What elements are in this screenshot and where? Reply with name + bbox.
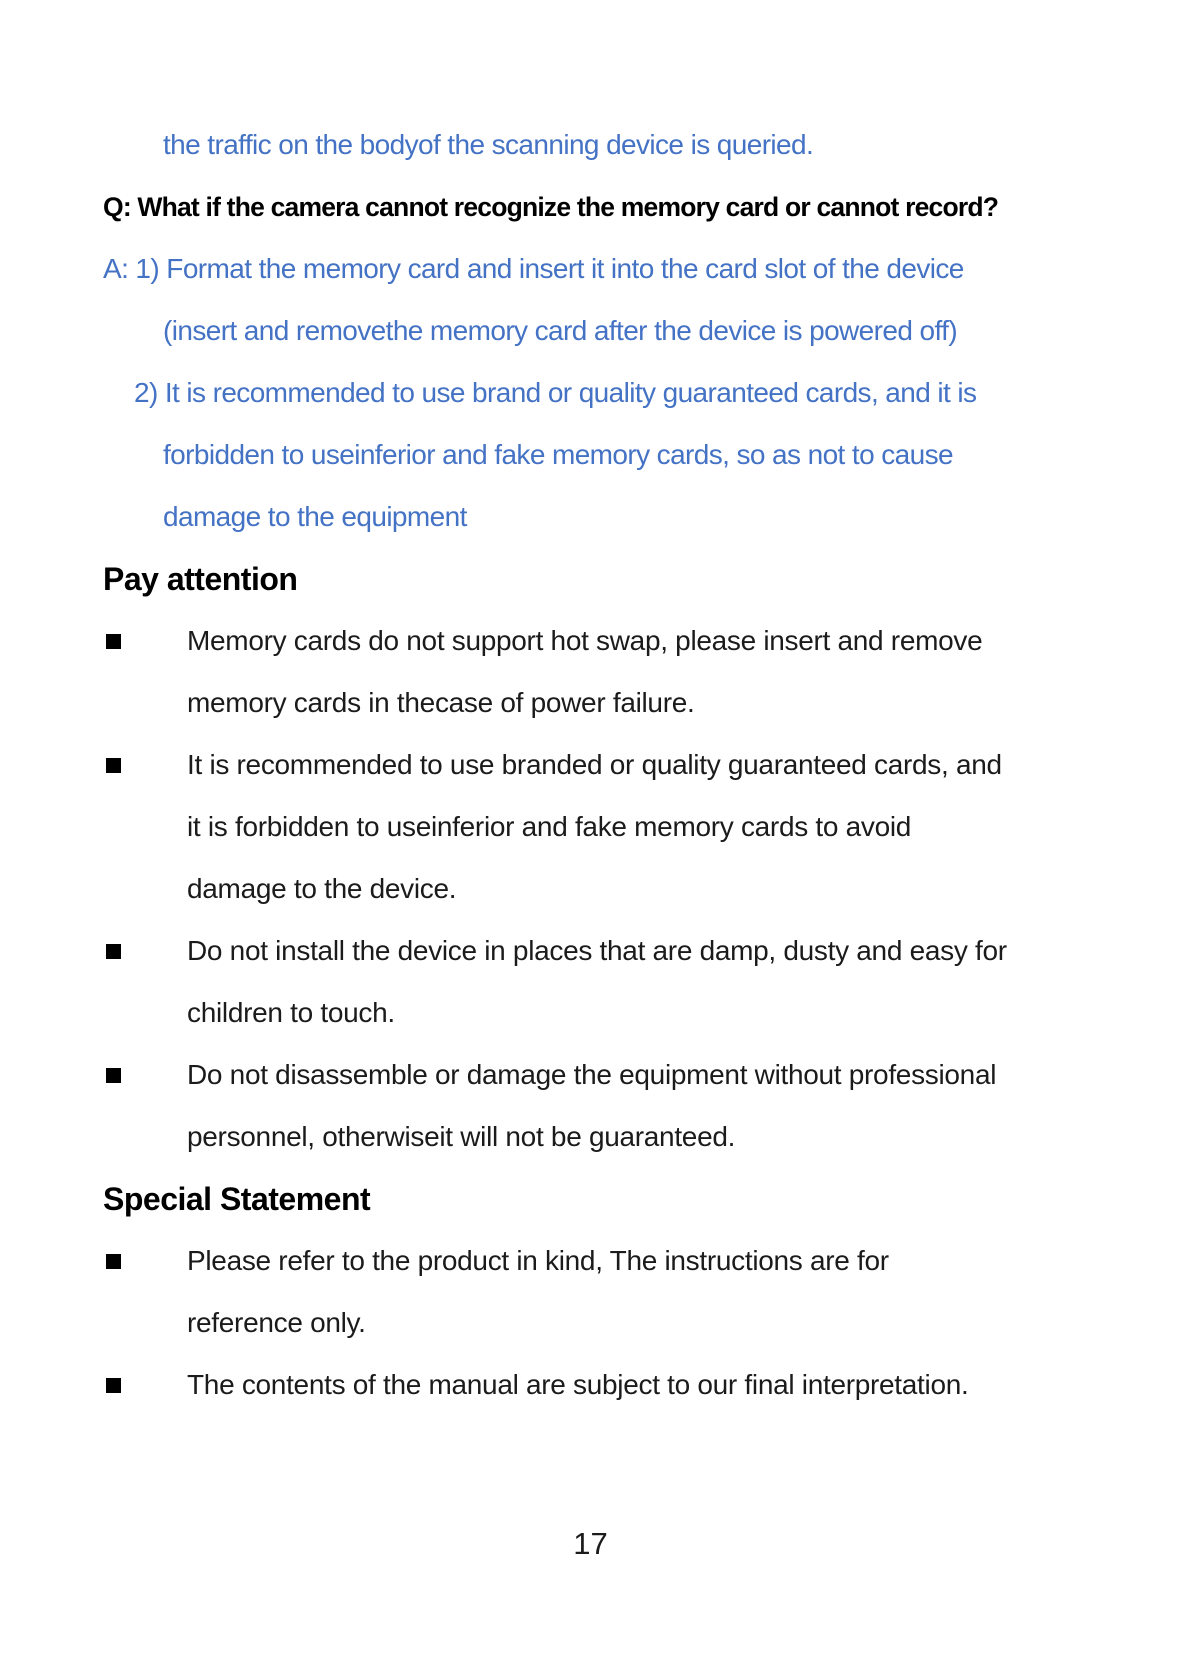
bullet-text-line: Please refer to the product in kind, The instructions are for bbox=[187, 1245, 889, 1276]
bullet-item bbox=[103, 1230, 1143, 1292]
bullet-text-line: Do not install the device in places that are damp, dusty and easy for bbox=[187, 935, 1007, 966]
bullet-text-line: memory cards in thecase of power failure. bbox=[187, 687, 695, 718]
bullet-item-continuation bbox=[103, 796, 1143, 858]
bullet-item bbox=[103, 734, 1143, 796]
bullet-item-continuation bbox=[103, 1292, 1143, 1354]
bullet-text-line: children to touch. bbox=[187, 997, 395, 1028]
bullet-item-continuation bbox=[103, 672, 1143, 734]
bullet-item-continuation bbox=[103, 858, 1143, 920]
faq-answer-line-2: (insert and removethe memory card after the device is powered off) bbox=[163, 315, 958, 346]
bullet-item bbox=[103, 610, 1143, 672]
bullet-item bbox=[103, 1354, 1143, 1416]
page-number: 17 bbox=[573, 1526, 608, 1561]
bullet-text-line: reference only. bbox=[187, 1307, 366, 1338]
bullet-square-icon bbox=[106, 758, 121, 773]
faq-answer-line-1: A: 1) Format the memory card and insert it into the card slot of the device bbox=[103, 253, 964, 284]
page-footer bbox=[0, 1526, 1181, 1562]
bullet-text-line: it is forbidden to useinferior and fake memory cards to avoid bbox=[187, 811, 912, 842]
section-heading-pay-attention: Pay attention bbox=[103, 561, 298, 597]
bullet-square-icon bbox=[106, 944, 121, 959]
bullet-item-continuation bbox=[103, 1106, 1143, 1168]
bullet-item bbox=[103, 1044, 1143, 1106]
faq-question: Q: What if the camera cannot recognize the memory card or cannot record? bbox=[103, 192, 999, 222]
section-heading-special-statement: Special Statement bbox=[103, 1181, 371, 1217]
bullet-square-icon bbox=[106, 634, 121, 649]
bullet-text-line: damage to the device. bbox=[187, 873, 457, 904]
bullet-text-line: It is recommended to use branded or quality guaranteed cards, and bbox=[187, 749, 1002, 780]
bullet-text-line: personnel, otherwiseit will not be guaranteed. bbox=[187, 1121, 736, 1152]
page-content bbox=[103, 114, 1143, 1416]
bullet-square-icon bbox=[106, 1254, 121, 1269]
bullet-item-continuation bbox=[103, 982, 1143, 1044]
bullet-square-icon bbox=[106, 1378, 121, 1393]
intro-line: the traffic on the bodyof the scanning device is queried. bbox=[163, 129, 814, 160]
bullet-item bbox=[103, 920, 1143, 982]
faq-answer-line-3: 2) It is recommended to use brand or quality guaranteed cards, and it is bbox=[134, 377, 977, 408]
bullet-square-icon bbox=[106, 1068, 121, 1083]
bullet-text-line: The contents of the manual are subject to our final interpretation. bbox=[187, 1369, 969, 1400]
faq-answer-line-4: forbidden to useinferior and fake memory cards, so as not to cause bbox=[163, 439, 953, 470]
bullet-text-line: Do not disassemble or damage the equipment without professional bbox=[187, 1059, 997, 1090]
bullet-text-line: Memory cards do not support hot swap, please insert and remove bbox=[187, 625, 983, 656]
faq-answer-line-5: damage to the equipment bbox=[163, 501, 467, 532]
